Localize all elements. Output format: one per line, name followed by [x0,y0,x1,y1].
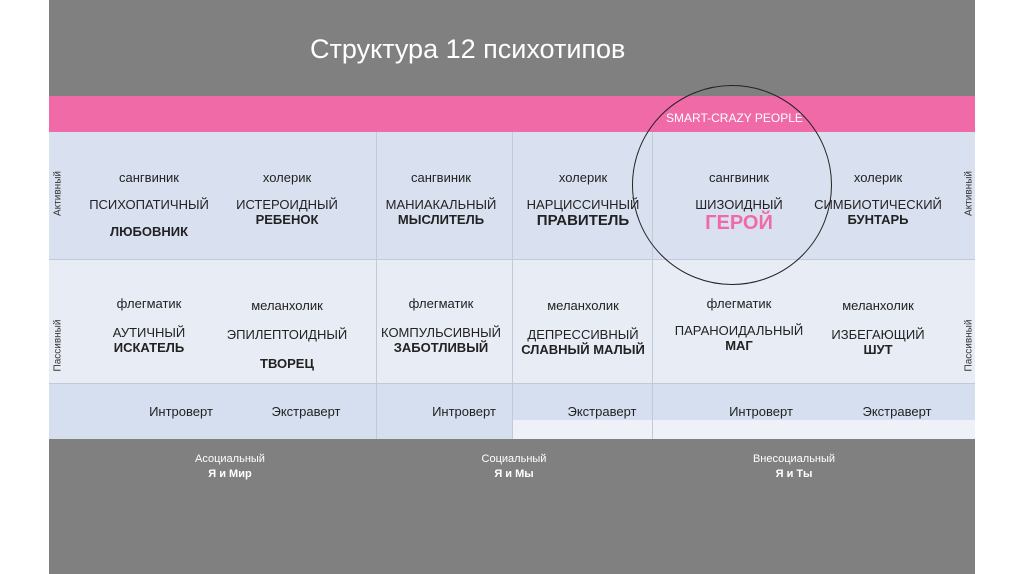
passive-label-right: Пассивный [963,319,975,372]
temperament-label: сангвиник [119,170,179,185]
group-extrasocial [694,452,894,482]
io-label: Экстраверт [271,404,341,419]
group-social [414,452,614,482]
passive-cell [212,298,362,371]
type-label: МАНИАКАЛЬНЫЙ [385,197,497,212]
temperament-label: флегматик [408,296,474,311]
type-label: ПСИХОПАТИЧНЫЙ [89,197,209,212]
temperament-label: флегматик [116,296,182,311]
temperament-label: холерик [853,170,903,185]
role-label: ШУТ [863,342,893,357]
type-label: ЭПИЛЕПТОИДНЫЙ [226,327,348,342]
group-name: Асоциальный [195,453,265,465]
temperament-label: меланхолик [842,298,914,313]
io-row-highlight [512,420,975,439]
io-label: Интроверт [432,404,496,419]
passive-cell [508,298,658,357]
active-label-right: Активный [963,171,975,216]
role-label: МЫСЛИТЕЛЬ [397,212,485,227]
type-label: ИСТЕРОИДНЫЙ [236,197,338,212]
passive-cell [664,296,814,353]
role-label: РЕБЕНОК [255,212,319,227]
role-label: ПРАВИТЕЛЬ [536,212,630,229]
temperament-label: меланхолик [547,298,619,313]
io-label: Интроверт [729,404,793,419]
smart-crazy-bar [49,96,975,132]
active-label-left: Активный [52,171,64,216]
passive-cell [74,296,224,355]
passive-label-left: Пассивный [52,319,64,372]
role-label: МАГ [725,338,753,353]
role-label: БУНТАРЬ [847,212,909,227]
type-label: КОМПУЛЬСИВНЫЙ [381,325,501,340]
io-label: Интроверт [149,404,213,419]
io-label: Экстраверт [862,404,932,419]
passive-cell [803,298,953,357]
role-label: ЗАБОТЛИВЫЙ [393,340,489,355]
role-label: ИСКАТЕЛЬ [113,340,185,355]
row-divider [49,259,975,260]
role-label: ЛЮБОВНИК [109,224,189,239]
type-label: ДЕПРЕССИВНЫЙ [527,327,639,342]
hero-role-label: ГЕРОЙ [705,212,773,234]
temperament-label: сангвиник [411,170,471,185]
role-label: ТВОРЕЦ [260,356,314,371]
temperament-label: сангвиник [709,170,769,185]
slide [49,0,975,574]
active-cell [366,170,516,227]
active-cell [74,170,224,239]
group-name: Социальный [481,453,547,465]
type-label: СИМБИОТИЧЕСКИЙ [814,197,942,212]
type-label: ШИЗОИДНЫЙ [695,197,783,212]
group-name: Внесоциальный [752,453,836,465]
slide-title: Структура 12 психотипов [310,34,626,64]
group-sub: Я и Ты [775,468,813,480]
group-sub: Я и Мир [208,468,252,480]
io-label: Экстраверт [567,404,637,419]
type-label: ПАРАНОИДАЛЬНЫЙ [674,323,804,338]
row-divider [49,383,975,384]
group-sub: Я и Мы [494,468,534,480]
temperament-label: холерик [262,170,312,185]
type-label: ИЗБЕГАЮЩИЙ [831,327,925,342]
type-label: АУТИЧНЫЙ [112,325,186,340]
type-label: НАРЦИССИЧНЫЙ [526,197,640,212]
group-asocial [130,452,330,482]
temperament-label: флегматик [706,296,772,311]
role-label: СЛАВНЫЙ МАЛЫЙ [521,342,645,357]
smart-crazy-label: SMART-CRAZY PEOPLE [666,111,803,125]
highlight-circle [632,85,832,285]
temperament-label: холерик [558,170,608,185]
passive-cell [366,296,516,355]
active-cell [212,170,362,227]
temperament-label: меланхолик [251,298,323,313]
